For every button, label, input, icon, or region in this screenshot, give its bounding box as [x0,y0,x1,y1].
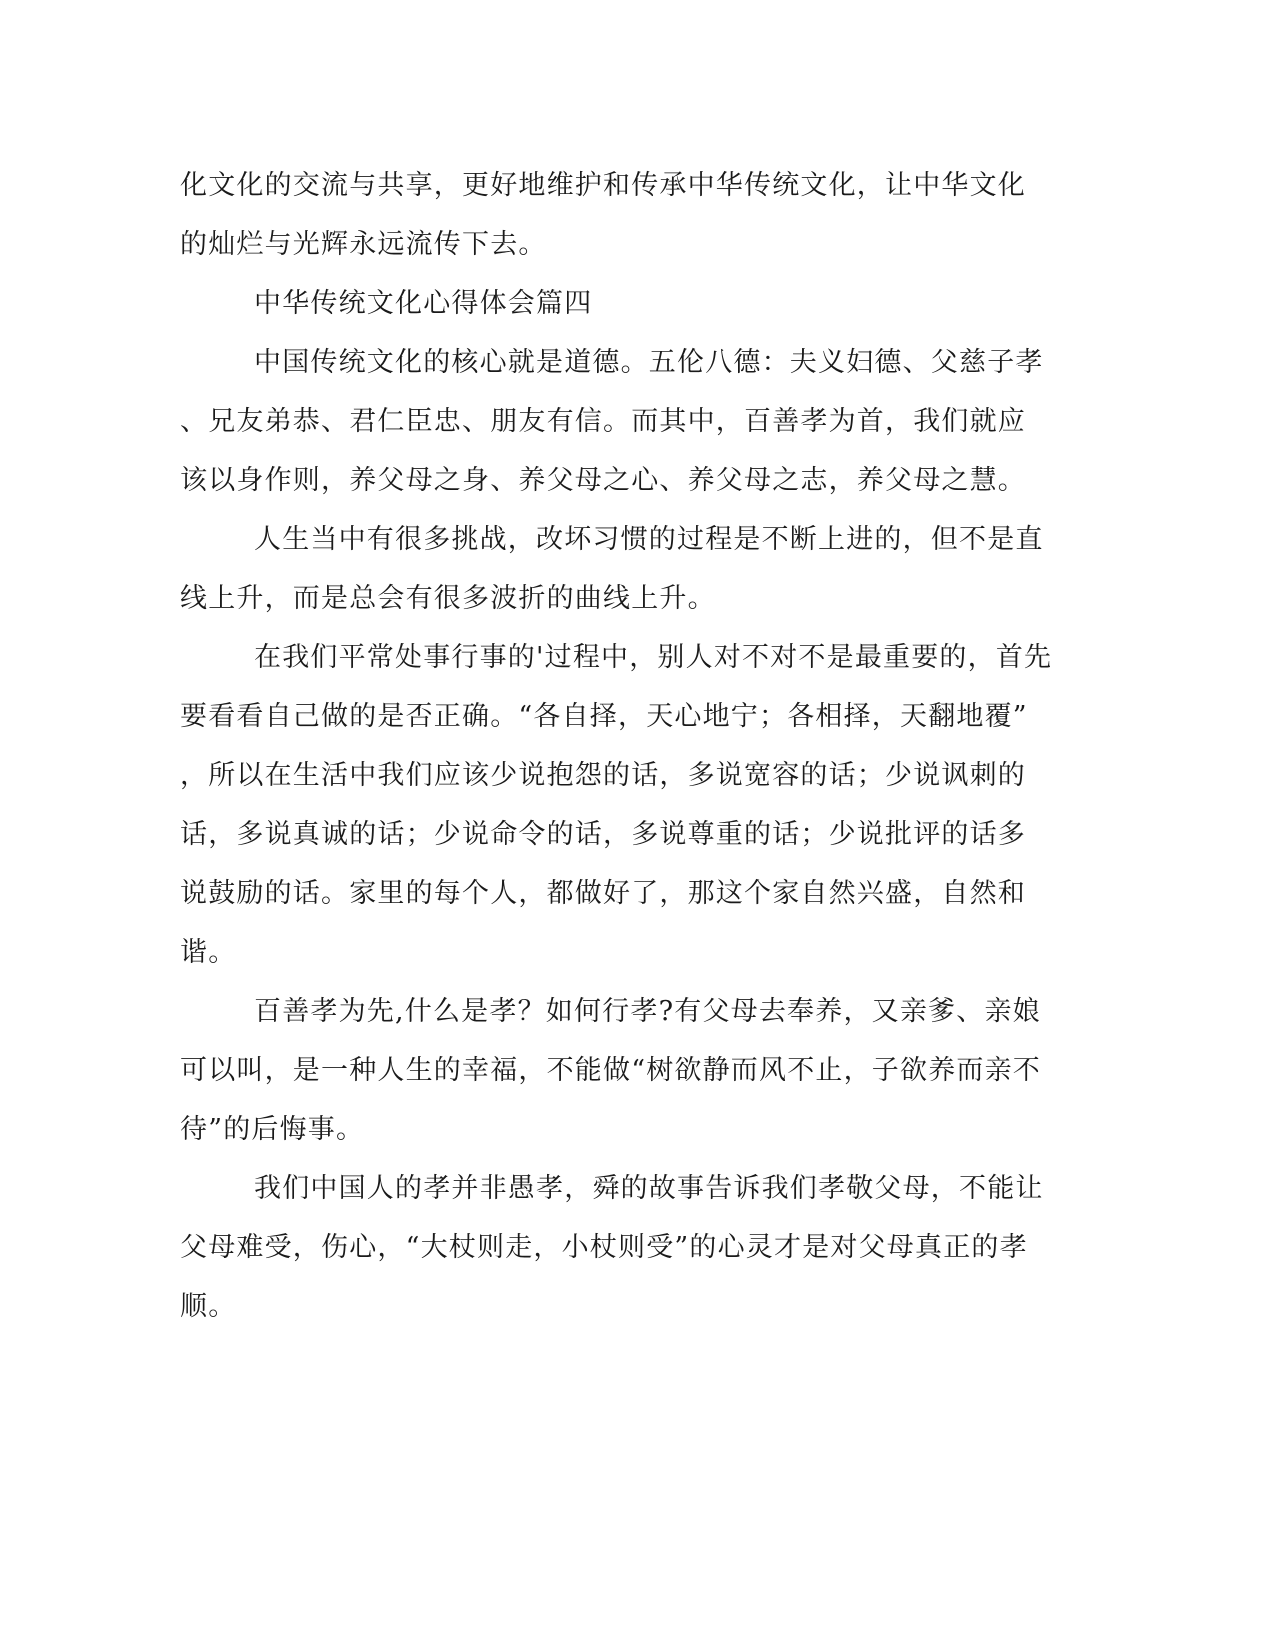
text-line: 中国传统文化的核心就是道德。五伦八德：夫义妇德、父慈子孝 [254,347,1044,378]
text-line: 父母难受，伤心，“大杖则走，小杖则受”的心灵才是对父母真正的孝 [180,1232,1028,1263]
text-line: 、兄友弟恭、君仁臣忠、朋友有信。而其中，百善孝为首，我们就应 [180,406,1026,437]
text-line: 线上升，而是总会有很多波折的曲线上升。 [180,583,716,614]
text-line: 待”的后悔事。 [180,1114,365,1145]
text-line: 的灿烂与光辉永远流传下去。 [180,229,547,260]
text-line: 顺。 [180,1291,237,1322]
text-line: 百善孝为先,什么是孝？如何行孝?有父母去奉养，又亲爹、亲娘 [254,996,1041,1027]
text-line: 化文化的交流与共享，更好地维护和传承中华传统文化，让中华文化 [180,170,1026,201]
text-line: 我们中国人的孝并非愚孝，舜的故事告诉我们孝敬父母，不能让 [254,1173,1044,1204]
text-line: 该以身作则，养父母之身、养父母之心、养父母之志，养父母之慧。 [180,465,1026,496]
text-line: 在我们平常处事行事的'过程中，别人对不对不是最重要的，首先 [254,642,1053,673]
text-line: ，所以在生活中我们应该少说抱怨的话，多说宽容的话；少说讽刺的 [180,760,1026,791]
text-line: 话，多说真诚的话；少说命令的话，多说尊重的话；少说批评的话多 [180,819,1026,850]
text-line: 谐。 [180,937,237,968]
text-line: 人生当中有很多挑战，改坏习惯的过程是不断上进的，但不是直 [254,524,1044,555]
document-page [180,156,1080,1336]
section-heading: 中华传统文化心得体会篇四 [254,288,593,319]
text-line: 要看看自己做的是否正确。“各自择，天心地宁；各相择，天翻地覆” [180,701,1028,732]
text-line: 说鼓励的话。家里的每个人，都做好了，那这个家自然兴盛，自然和 [180,878,1026,909]
text-line: 可以叫，是一种人生的幸福，不能做“树欲静而风不止，子欲养而亲不 [180,1055,1042,1086]
